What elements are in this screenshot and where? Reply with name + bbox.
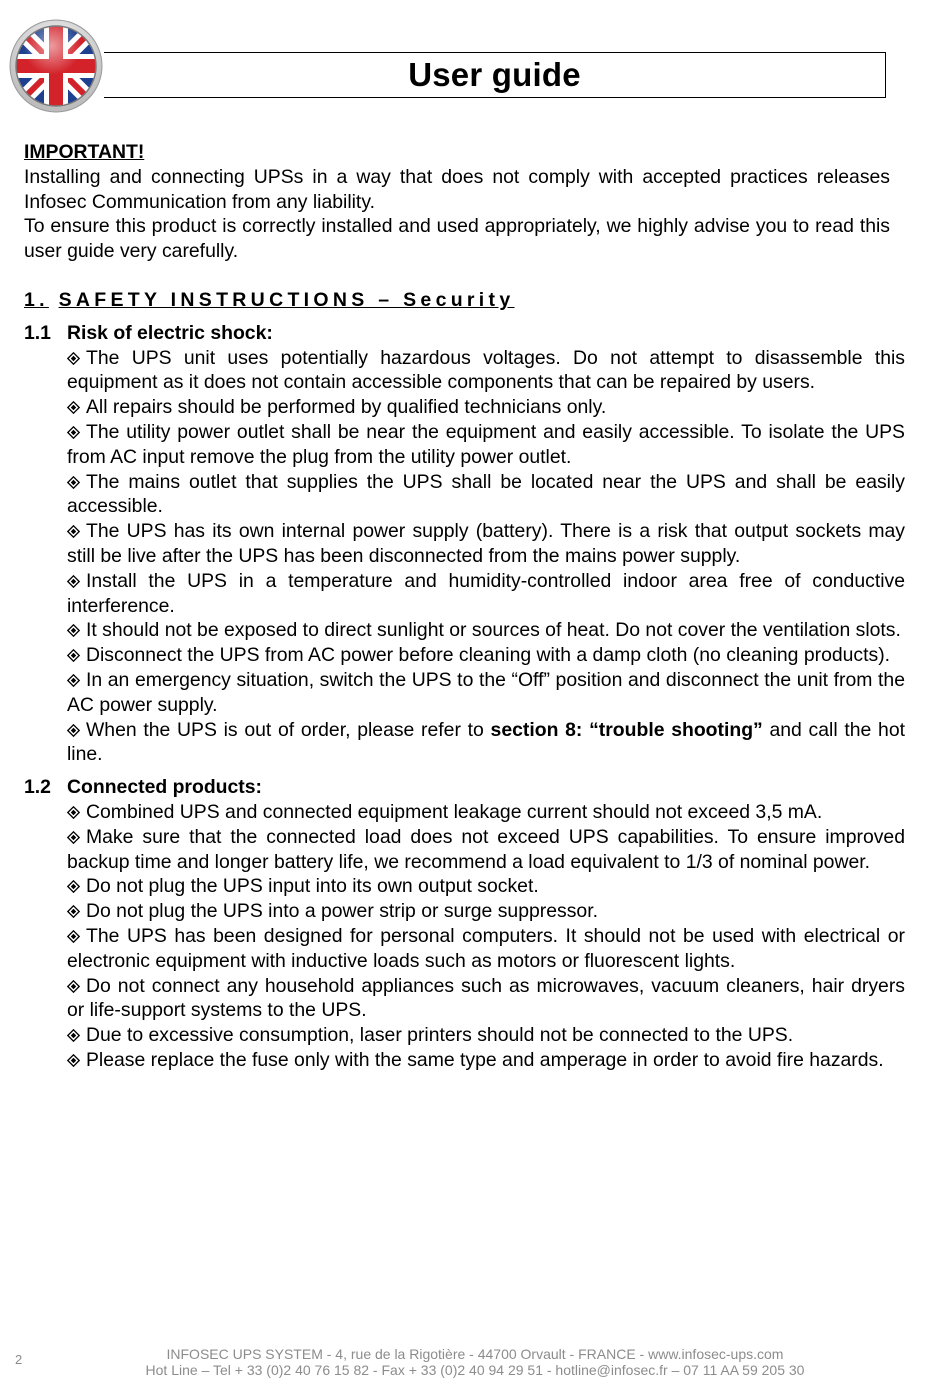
- diamond-bullet-icon: [67, 624, 80, 637]
- diamond-bullet-icon: [67, 401, 80, 414]
- subsection-number: 1.2: [24, 776, 51, 799]
- list-item: Do not plug the UPS into a power strip or surge suppressor.: [67, 899, 905, 924]
- list-item: Please replace the fuse only with the same type and amperage in order to avoid fire hazards.: [67, 1048, 905, 1073]
- bullet-list-electric-shock: [67, 346, 905, 768]
- diamond-bullet-icon: [67, 905, 80, 918]
- footer-address-line: INFOSEC UPS SYSTEM - 4, rue de la Rigotière - 44700 Orvault - FRANCE - www.infosec-ups.com: [166, 1346, 784, 1362]
- diamond-bullet-icon: [67, 426, 80, 439]
- list-item: Due to excessive consumption, laser printers should not be connected to the UPS.: [67, 1023, 905, 1048]
- diamond-bullet-icon: [67, 831, 80, 844]
- list-item: The mains outlet that supplies the UPS shall be located near the UPS and shall be easily accessible.: [67, 470, 905, 518]
- list-item: Do not plug the UPS input into its own output socket.: [67, 874, 905, 899]
- intro-paragraph-2: To ensure this product is correctly installed and used appropriately, we highly advise you to read this user guide very carefully.: [24, 215, 890, 263]
- footer-hotline-line: Hot Line – Tel + 33 (0)2 40 76 15 82 - Fax + 33 (0)2 40 94 29 51 - hotline@infosec.fr – 07 11 AA 59 205 30: [145, 1362, 805, 1378]
- subsection-heading: [24, 775, 890, 800]
- diamond-bullet-icon: [67, 1054, 80, 1067]
- diamond-bullet-icon: [67, 352, 80, 365]
- list-item: The UPS has its own internal power supply (battery). There is a risk that output sockets may still be live after the UPS has been disconnected from the mains power supply.: [67, 520, 905, 567]
- important-label: IMPORTANT!: [24, 141, 145, 163]
- section-number: 1.: [24, 288, 49, 311]
- list-item: The UPS unit uses potentially hazardous voltages. Do not attempt to disassemble this equipment as it does not contain accessible components that can be repaired by users.: [67, 346, 905, 394]
- union-jack-flag-icon: [9, 19, 103, 113]
- list-item: The utility power outlet shall be near the equipment and easily accessible. To isolate the UPS from AC input remove the plug from the utility power outlet.: [67, 420, 905, 468]
- subsection-title: Risk of electric shock:: [67, 321, 273, 344]
- diamond-bullet-icon: [67, 880, 80, 893]
- list-item: Disconnect the UPS from AC power before cleaning with a damp cloth (no cleaning products).: [67, 643, 905, 668]
- section-title: SAFETY INSTRUCTIONS – Security: [58, 288, 515, 311]
- list-item: When the UPS is out of order, please refer to section 8: “trouble shooting” and call the hot line.: [67, 718, 905, 766]
- subsection-heading: [24, 321, 890, 346]
- diamond-bullet-icon: [67, 980, 80, 993]
- diamond-bullet-icon: [67, 806, 80, 819]
- section-heading: [24, 288, 890, 313]
- page-title: User guide: [408, 56, 581, 93]
- subsection-number: 1.1: [24, 321, 51, 344]
- diamond-bullet-icon: [67, 476, 80, 489]
- subsection-title: Connected products:: [67, 776, 262, 799]
- bullet-list-connected-products: [67, 800, 905, 1073]
- diamond-bullet-icon: [67, 724, 80, 737]
- diamond-bullet-icon: [67, 575, 80, 588]
- list-item: Do not connect any household appliances such as microwaves, vacuum cleaners, hair dryers or life-support systems to the UPS.: [67, 974, 905, 1022]
- diamond-bullet-icon: [67, 649, 80, 662]
- diamond-bullet-icon: [67, 1029, 80, 1042]
- list-item: Combined UPS and connected equipment leakage current should not exceed 3,5 mA.: [67, 800, 905, 825]
- document-body: [24, 140, 905, 1073]
- intro-paragraph-1: Installing and connecting UPSs in a way that does not comply with accepted practices releases Infosec Communication from any liability.: [24, 165, 890, 213]
- diamond-bullet-icon: [67, 930, 80, 943]
- title-box: [104, 52, 886, 98]
- list-item: In an emergency situation, switch the UPS to the “Off” position and disconnect the unit from the AC power supply.: [67, 668, 905, 716]
- list-item: It should not be exposed to direct sunlight or sources of heat. Do not cover the ventilation slots.: [67, 618, 905, 643]
- diamond-bullet-icon: [67, 525, 80, 538]
- diamond-bullet-icon: [67, 674, 80, 687]
- list-item: Install the UPS in a temperature and humidity-controlled indoor area free of conductive interference.: [67, 569, 905, 617]
- list-item: All repairs should be performed by qualified technicians only.: [67, 395, 905, 420]
- page-number: 2: [15, 1352, 23, 1367]
- list-item: The UPS has been designed for personal computers. It should not be used with electrical or electronic equipment with inductive loads such as motors or fluorescent lights.: [67, 924, 905, 972]
- footer-contact: [125, 1346, 825, 1378]
- section-reference: section 8: “trouble shooting”: [490, 718, 763, 741]
- list-item: Make sure that the connected load does not exceed UPS capabilities. To ensure improved backup time and longer battery life, we recommend a load equivalent to 1/3 of nominal power.: [67, 825, 905, 873]
